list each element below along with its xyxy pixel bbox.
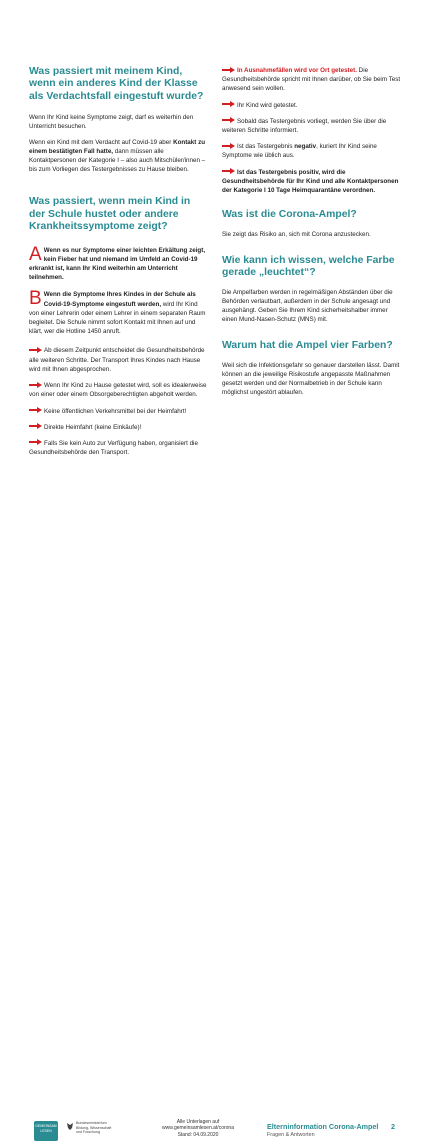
question-heading: Was passiert mit meinem Kind, wenn ein anderes Kind der Klasse als Verdachtsfall eingestuft wurde? [29, 66, 204, 102]
arrow-right-icon [222, 168, 235, 174]
right-column [222, 66, 402, 404]
footer-title: Elterninformation Corona-Ampel [267, 1122, 379, 1131]
step: In Ausnahmefällen wird vor Ort getestet. Die Gesundheitsbehörde spricht mit Ihnen darüber, ob Sie beim Test anwesend sein wollen. [222, 67, 401, 93]
page-number: 2 [391, 1122, 395, 1131]
paragraph: Wenn ein Kind mit dem Verdacht auf Covid-19 aber Kontakt zu einem bestätigten Fall hatte, dann müssen alle Kontaktpersonen der Kategorie I – also auch Mitschüler/innen – bis zum Vorliegen des Testergebnisses zu Hause bleiben. [29, 138, 206, 174]
arrow-right-icon [29, 407, 42, 413]
question-heading: Was passiert, wenn mein Kind in der Schule hustet oder andere Krankheitssymptome zeigt? [29, 196, 191, 233]
arrow-right-icon [222, 67, 235, 73]
case-b: B Wenn die Symptome Ihres Kindes in der Schule als Covid-19-Symptome eingestuft werden, wird Ihr Kind von einer Lehrerin oder einem Lehrer in einem separaten Raum begleitet. Die Schule nimmt sofort Kontakt mit Ihnen auf und klärt, wer die Hotline 1450 anruft. [29, 288, 206, 336]
paragraph: Weil sich die Infektionsgefahr so genauer darstellen lässt. Damit können an die jeweilige Risikostufe angepasste Maßnahmen gesetzt werden und der Normalbetrieb in der Schule kann möglichst ungestört ablaufen. [222, 361, 400, 397]
arrow-right-icon [222, 143, 235, 149]
paragraph: Sie zeigt das Risiko an, sich mit Corona anzustecken. [222, 230, 371, 238]
case-a: A Wenn es nur Symptome einer leichten Erkältung zeigt, kein Fieber hat und niemand im Umfeld an Covid-19 erkrankt ist, kann Ihr Kind weiterhin am Unterricht teilnehmen. [29, 243, 206, 282]
paragraph: Wenn Ihr Kind keine Symptome zeigt, darf es weiterhin den Unterricht besuchen. [29, 114, 194, 131]
arrow-right-icon [29, 439, 42, 445]
step: Ist das Testergebnis positiv, wird die Gesundheitsbehörde für Ihr Kind und alle Kontaktpersonen der Kategorie I 10 Tage Heimquarantäne verordnen. [222, 168, 399, 195]
arrow-right-icon [29, 347, 42, 353]
footer-subtitle: Fragen & Antworten [267, 1132, 315, 1138]
ministry-name: Bundesministerium Bildung, Wissenschaft und Forschung [76, 1121, 112, 1135]
question-heading: Was ist die Corona-Ampel? [222, 209, 357, 221]
footer [0, 556, 423, 1138]
step: Sobald das Testergebnis vorliegt, werden Sie über die weiteren Schritte informiert. [222, 117, 387, 135]
step: Ihr Kind wird getestet. [222, 101, 402, 110]
step: Ist das Testergebnis negativ, kuriert Ihr Kind seine Symptome wie üblich aus. [222, 143, 377, 160]
step: Wenn Ihr Kind zu Hause getestet wird, soll es idealerweise von einer oder einem Obsorgeberechtigten abgeholt werden. [29, 382, 207, 399]
step: Falls Sie kein Auto zur Verfügung haben, organisiert die Gesundheitsbehörde den Transport. [29, 439, 198, 457]
arrow-right-icon [29, 382, 42, 388]
step: Direkte Heimfahrt (keine Einkäufe)! [29, 423, 207, 432]
gemeinsam-lesen-logo: GEMEINSAM LESEN [34, 1121, 58, 1141]
arrow-right-icon [222, 101, 235, 107]
step: Ab diesem Zeitpunkt entscheidet die Gesundheitsbehörde alle weiteren Schritte. Der Transport Ihres Kindes nach Hause wird mit Ihnen abgesprochen. [29, 347, 205, 373]
footer-source: Alle Unterlagen auf www.gemeinsamlesen.at/corona Stand: 04.09.2020 [158, 1119, 238, 1138]
paragraph: Die Ampelfarben werden in regelmäßigen Abständen über die Behörden verlautbart, außerdem in der Schule angesagt und ausgehängt. Geben Sie Ihrem Kind sicherheitshalber immer einen Mund-Nasen-Schutz (MNS) mit. [222, 288, 393, 324]
question-heading: Wie kann ich wissen, welche Farbe gerade „leuchtet“? [222, 254, 395, 279]
question-heading: Warum hat die Ampel vier Farben? [222, 340, 393, 352]
step: Keine öffentlichen Verkehrsmittel bei der Heimfahrt! [29, 407, 207, 416]
arrow-right-icon [222, 117, 235, 123]
left-column [29, 66, 207, 464]
eagle-icon [66, 1121, 74, 1131]
source-link[interactable]: www.gemeinsamlesen.at/corona [162, 1125, 234, 1132]
arrow-right-icon [29, 423, 42, 429]
